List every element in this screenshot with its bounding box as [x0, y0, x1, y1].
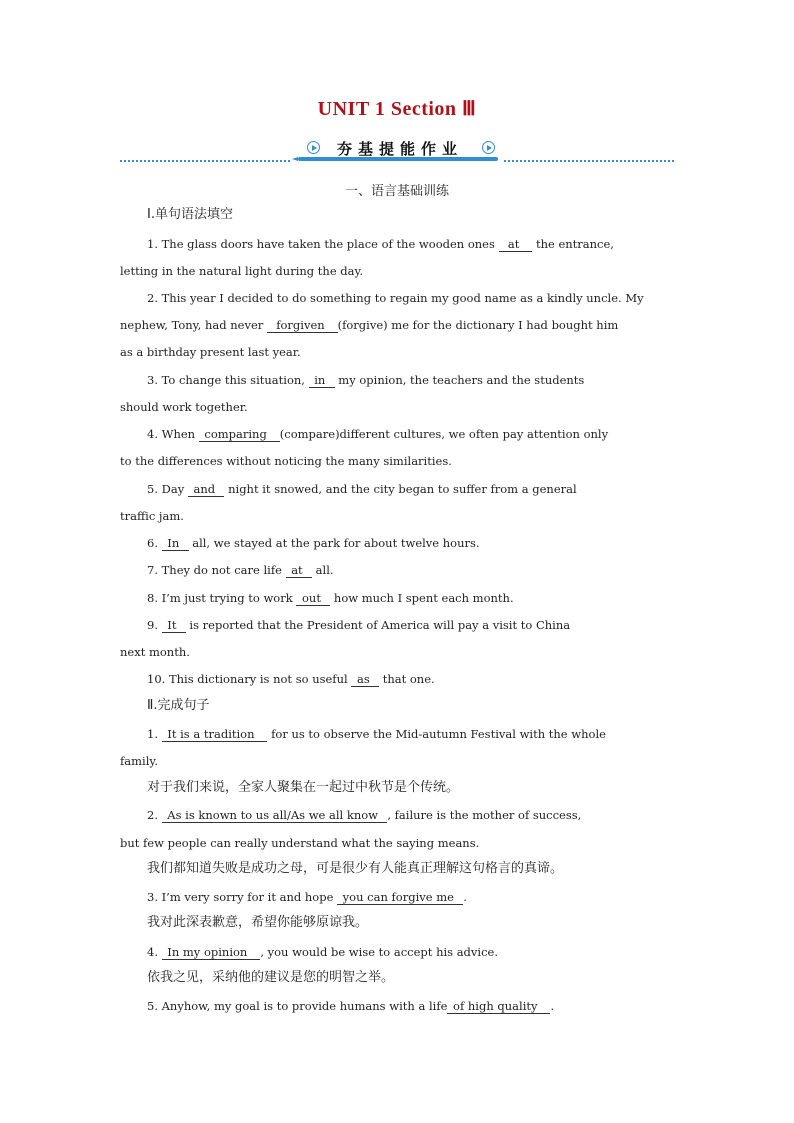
answer-blank: you can forgive me	[339, 890, 462, 904]
sentence-line	[147, 944, 498, 960]
answer-blank: comparing	[200, 427, 278, 441]
line-text: 1. The glass doors have taken the place of the wooden ones	[147, 237, 499, 251]
answer-blank: as	[353, 672, 378, 686]
line-text: 3. I’m very sorry for it and hope	[147, 890, 338, 904]
line-text: as a birthday present last year.	[120, 345, 301, 359]
answer-blank: forgiven	[268, 318, 336, 332]
line-text: but few people can really understand what the saying means.	[120, 836, 480, 850]
line-text: (compare)different cultures, we often pay attention only	[279, 427, 609, 441]
answer-blank: It is a tradition	[163, 727, 266, 741]
sentence-line	[147, 998, 554, 1014]
question-line	[147, 372, 584, 388]
section-heading: 一、语言基础训练	[344, 184, 449, 199]
line-text: 6.	[147, 536, 162, 550]
line-text: 2. This year I decided to do something to regain my good name as a kindly uncle. My	[147, 291, 644, 305]
line-text: to the differences without noticing the many similarities.	[120, 454, 452, 468]
play-circle-icon	[482, 141, 495, 154]
question-line	[120, 399, 248, 415]
line-text: for us to observe the Mid-autumn Festival with the whole	[267, 727, 606, 741]
homework-banner	[120, 136, 674, 166]
translation-text: 依我之见，采纳他的建议是您的明智之举。	[147, 970, 395, 985]
question-line	[147, 481, 577, 497]
line-text: 5. Anyhow, my goal is to provide humans with a life	[147, 999, 448, 1013]
question-line	[147, 236, 614, 252]
translation-text: 对于我们来说，全家人聚集在一起过中秋节是个传统。	[147, 780, 460, 795]
question-line	[120, 508, 184, 524]
translation-text: 我对此深表歉意，希望你能够原谅我。	[147, 915, 369, 930]
line-text: 1.	[147, 727, 162, 741]
part-1-heading	[147, 207, 233, 223]
question-line	[120, 453, 452, 469]
answer-blank: out	[298, 591, 329, 605]
question-line	[120, 263, 363, 279]
line-text: next month.	[120, 645, 190, 659]
chinese-translation	[147, 915, 368, 931]
line-text: 7. They do not care life	[147, 563, 286, 577]
line-text: 4. When	[147, 427, 199, 441]
translation-text: 我们都知道失败是成功之母，可是很少有人能真正理解这句格言的真谛。	[147, 861, 564, 876]
line-text: that one.	[379, 672, 435, 686]
part-2-heading	[147, 698, 210, 714]
sentence-line	[147, 889, 467, 905]
line-text: all, we stayed at the park for about twelve hours.	[188, 536, 480, 550]
line-text: nephew, Tony, had never	[120, 318, 267, 332]
line-text: .	[550, 999, 555, 1013]
question-line	[120, 644, 190, 660]
line-text: night it snowed, and the city began to suffer from a general	[224, 482, 577, 496]
line-text: 8. I’m just trying to work	[147, 591, 297, 605]
answer-blank: In	[163, 536, 187, 550]
sentence-line	[147, 807, 581, 823]
banner-label: 夯基提能作业	[336, 140, 463, 158]
question-line	[120, 317, 618, 333]
question-line	[147, 590, 514, 606]
line-text: my opinion, the teachers and the students	[334, 373, 585, 387]
question-line	[147, 617, 570, 633]
line-text: .	[463, 890, 467, 904]
line-text: 9.	[147, 618, 162, 632]
answer-blank: In my opinion	[163, 945, 259, 959]
line-text: 2.	[147, 808, 162, 822]
line-text: should work together.	[120, 400, 248, 414]
chinese-translation	[147, 780, 459, 796]
line-text: all.	[312, 563, 334, 577]
line-text: , you would be wise to accept his advice.	[260, 945, 498, 959]
question-line	[147, 426, 608, 442]
line-text: , failure is the mother of success,	[387, 808, 582, 822]
banner-dotted-line-left	[120, 160, 290, 162]
question-line	[147, 671, 435, 687]
heading-text: Ⅰ.单句语法填空	[147, 207, 233, 222]
question-line	[147, 535, 480, 551]
line-text: how much I spent each month.	[330, 591, 514, 605]
line-text: traffic jam.	[120, 509, 184, 523]
line-text: is reported that the President of America will pay a visit to China	[185, 618, 571, 632]
line-text: 3. To change this situation,	[147, 373, 309, 387]
sentence-line	[120, 753, 158, 769]
sentence-line	[120, 835, 479, 851]
line-text: family.	[120, 754, 158, 768]
page-title: UNIT 1 Section Ⅲ	[317, 98, 477, 120]
sentence-line	[147, 726, 606, 742]
question-line	[120, 344, 301, 360]
heading-text: Ⅱ.完成句子	[147, 698, 210, 713]
line-text: 5. Day	[147, 482, 188, 496]
answer-blank: As is known to us all/As we all know	[163, 808, 386, 822]
line-text: (forgive) me for the dictionary I had bought him	[337, 318, 619, 332]
line-text: 4.	[147, 945, 162, 959]
question-line	[147, 290, 644, 306]
question-line	[147, 562, 334, 578]
chinese-translation	[147, 861, 563, 877]
line-text: the entrance,	[532, 237, 614, 251]
chinese-translation	[147, 970, 394, 986]
answer-blank: in	[310, 373, 333, 387]
answer-blank: at	[287, 563, 310, 577]
answer-blank: at	[500, 237, 531, 251]
line-text: letting in the natural light during the day.	[120, 264, 364, 278]
line-text: 10. This dictionary is not so useful	[147, 672, 352, 686]
answer-blank: and	[189, 482, 223, 496]
answer-blank: It	[163, 618, 184, 632]
play-circle-icon	[307, 141, 320, 154]
banner-dotted-line-right	[504, 160, 674, 162]
answer-blank: of high quality	[449, 999, 549, 1013]
